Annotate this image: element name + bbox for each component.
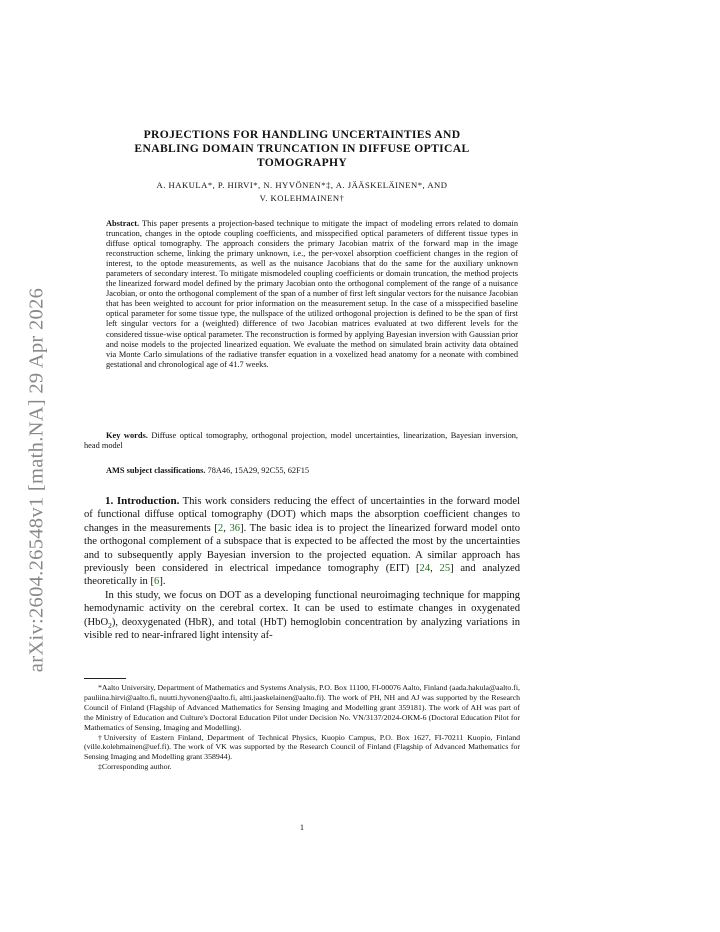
footnote-aalto: *Aalto University, Department of Mathematics and Systems Analysis, P.O. Box 11100, FI-00076 Aalto, Finland (aada.hakula@aalto.fi, pauliina.hirvi@aalto.fi, nuutti.hyvonen@aalto.fi, altti.jaaskelainen@aalto.fi). The work of PH, NH and AJ was supported by the Research Council of Finland (Flagship of Advanced Mathematics for Sensing Imaging and Modelling grant 359181). The work of AH was part of the Ministry of Education and Culture's Doctoral Education Pilot under Decision No. VN/3137/2024-OKM-6 (Doctoral Education Pilot for Mathematics of Sensing, Imaging and Modelling). xyxy=(84,683,520,732)
ams-heading: AMS subject classifications. xyxy=(106,466,206,475)
author-list xyxy=(84,179,520,205)
keywords xyxy=(84,431,518,451)
abstract-text: This paper presents a projection-based technique to mitigate the impact of modeling errors related to domain truncation, changes in the optode coupling coefficients, and misspecified optical parameters of different tissue types in diffuse optical tomography. The approach considers the primary Jacobian matrix of the forward map in the image reconstruction scheme, linking the primary unknown, i.e., the per-voxel absorption coefficient changes in the region of interest, to the optode measurements, as well as the nuisance Jacobians that do the same for the auxiliary unknown parameters of secondary interest. To mitigate mismodeled coupling coefficients or domain truncation, the method projects the linearized forward model defined by the primary Jacobian onto the orthogonal complement of the range of a nuisance Jacobian, or onto the orthogonal complement of the span of a number of first left singular vectors for the nuisance Jacobian that has been weighted to account for prior information on the measurement setup. In the case of a misspecified baseline optical parameter for some tissue type, the nullspace of the utilized orthogonal projection is defined to be the span of first left singular vectors for a (weighted) difference of two Jacobian matrices evaluated at two different levels for the considered tissue-wise optical parameter. The reconstruction is formed by applying Bayesian inversion with Gaussian prior and noise models to the projected linearized equation. We evaluate the method on simulated brain activity data obtained via Monte Carlo simulations of the radiative transfer equation in a voxelized head anatomy for a neonate with combined gestational and chronological age of 41.7 weeks. xyxy=(106,219,519,369)
intro-text: ] and analyzed theoretically in [ xyxy=(84,563,521,588)
intro-text: , xyxy=(223,522,230,534)
intro-paragraph-2 xyxy=(84,589,520,643)
keywords-heading: Key words. xyxy=(106,431,148,440)
intro-text: In this study, we focus on DOT as a developing functional neuroimaging technique for mapping hemodynamic activity on the cerebral cortex. It can be used to estimate changes in oxygenated (HbO xyxy=(84,589,520,628)
introduction-section xyxy=(84,495,520,642)
subscript: 2 xyxy=(108,620,112,630)
arxiv-identifier-stamp xyxy=(12,270,62,690)
citation-6[interactable]: 6 xyxy=(154,576,160,588)
arxiv-identifier-text: arXiv:2604.26548v1 [math.NA] 29 Apr 2026 xyxy=(25,287,48,673)
authors-line-1: A. HAKULA*, P. HIRVI*, N. HYVÖNEN*‡, A. JÄÄSKELÄINEN*, AND xyxy=(156,180,448,190)
footnotes xyxy=(84,683,520,772)
ams-classifications xyxy=(106,466,518,476)
title-line-1: PROJECTIONS FOR HANDLING UNCERTAINTIES AND xyxy=(143,128,461,141)
abstract-heading: Abstract. xyxy=(106,219,140,228)
intro-text: ]. The basic idea is to project the linearized forward model onto the orthogonal complement of a subspace that is expected to be affected the most by the uncertainties and to subsequently apply Bayesian inversion to the projected equation. A similar approach has previously been considered in electrical impedance tomography (EIT) [ xyxy=(84,522,521,575)
authors-line-2: V. KOLEHMAINEN† xyxy=(259,193,345,203)
intro-text: ), deoxygenated (HbR), and total (HbT) hemoglobin concentration by analyzing variations in visible red to near-infrared light intensity af- xyxy=(84,616,520,642)
intro-paragraph-1 xyxy=(84,495,520,589)
intro-text: ]. xyxy=(159,576,166,588)
footnote-uef: †University of Eastern Finland, Department of Technical Physics, Kuopio Campus, P.O. Box 1627, FI-70211 Kuopio, Finland (ville.kolehmainen@uef.fi). The work of VK was supported by the Research Council of Finland (Flagship of Advanced Mathematics for Sensing Imaging and Modelling grant 358944). xyxy=(84,732,520,762)
section-heading-introduction: 1. Introduction. xyxy=(105,495,180,507)
citation-25[interactable]: 25 xyxy=(439,563,451,575)
abstract xyxy=(106,219,518,370)
footnote-corresponding-author: ‡Corresponding author. xyxy=(98,762,172,772)
citation-36[interactable]: 36 xyxy=(229,522,241,534)
ams-text: 78A46, 15A29, 92C55, 62F15 xyxy=(207,466,310,475)
page-number: 1 xyxy=(299,823,305,832)
keywords-text: Diffuse optical tomography, orthogonal projection, model uncertainties, linearization, Bayesian inversion, head model xyxy=(84,431,518,451)
footnote-rule xyxy=(84,678,126,679)
title-line-3: TOMOGRAPHY xyxy=(256,156,348,169)
intro-text: , xyxy=(430,563,440,575)
citation-24[interactable]: 24 xyxy=(419,563,431,575)
paper-title xyxy=(84,128,520,170)
citation-2[interactable]: 2 xyxy=(217,522,224,534)
intro-text: This work considers reducing the effect of uncertainties in the forward model of functional diffuse optical tomography (DOT) which maps the absorption coefficient changes to changes in the measurements [ xyxy=(84,496,520,534)
title-line-2: ENABLING DOMAIN TRUNCATION IN DIFFUSE OPTICAL xyxy=(134,142,470,155)
